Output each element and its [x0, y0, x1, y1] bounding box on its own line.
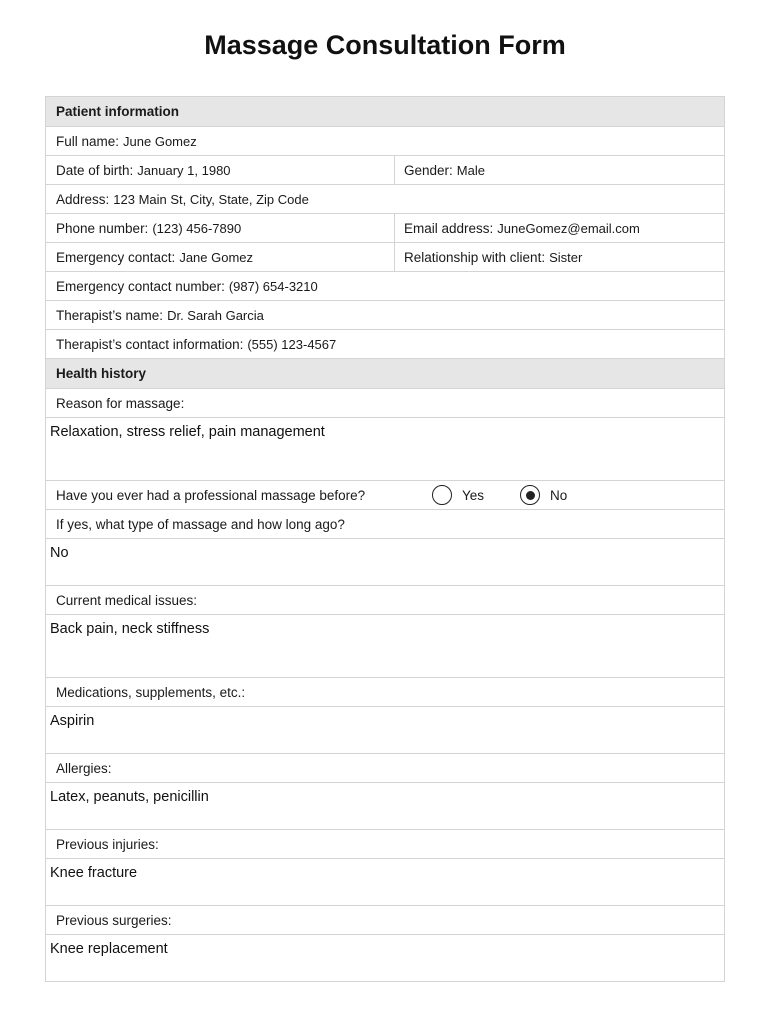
address-field[interactable]: 123 Main St, City, State, Zip Code: [113, 191, 309, 207]
massage-type-answer: No: [50, 545, 69, 561]
allergies-label: Allergies:: [56, 760, 112, 776]
page-title: Massage Consultation Form: [204, 30, 566, 60]
section-title: Health history: [56, 366, 147, 381]
emergency-contact-row: [46, 243, 724, 272]
radio-option-no[interactable]: [520, 481, 567, 509]
radio-no-label: No: [550, 487, 568, 503]
column-divider: [394, 214, 395, 242]
address-row: [46, 185, 724, 214]
radio-checked-icon[interactable]: [520, 485, 540, 505]
dob-field[interactable]: January 1, 1980: [137, 162, 231, 178]
consultation-form: [45, 96, 725, 982]
section-header-patient-info: [46, 97, 724, 127]
medical-issues-answer-box[interactable]: [46, 615, 724, 678]
medical-issues-label-row: [46, 586, 724, 615]
therapist-contact-field[interactable]: (555) 123-4567: [247, 336, 337, 352]
radio-yes-label: Yes: [462, 487, 485, 503]
full-name-field[interactable]: June Gomez: [123, 133, 197, 149]
emergency-number-label: Emergency contact number:: [56, 278, 225, 294]
reason-label-row: [46, 389, 724, 418]
injuries-label: Previous injuries:: [56, 836, 159, 852]
dob-label: Date of birth:: [56, 162, 134, 178]
medical-issues-answer: Back pain, neck stiffness: [50, 621, 210, 637]
gender-label: Gender:: [404, 162, 453, 178]
therapist-name-row: [46, 301, 724, 330]
injuries-answer-box[interactable]: [46, 859, 724, 906]
medications-answer-box[interactable]: [46, 707, 724, 754]
dob-gender-row: [46, 156, 724, 185]
massage-type-question: If yes, what type of massage and how long ago?: [56, 516, 345, 532]
therapist-name-field[interactable]: Dr. Sarah Garcia: [167, 307, 264, 323]
emergency-contact-label: Emergency contact:: [56, 249, 176, 265]
reason-answer: Relaxation, stress relief, pain management: [50, 424, 325, 440]
column-divider: [394, 156, 395, 184]
radio-option-yes[interactable]: [432, 481, 484, 509]
medications-label: Medications, supplements, etc.:: [56, 684, 246, 700]
emergency-contact-field[interactable]: Jane Gomez: [179, 249, 254, 265]
email-field[interactable]: JuneGomez@email.com: [497, 220, 640, 236]
injuries-label-row: [46, 830, 724, 859]
section-header-health-history: [46, 359, 724, 389]
section-title: Patient information: [56, 104, 180, 119]
therapist-contact-label: Therapist’s contact information:: [56, 336, 244, 352]
address-label: Address:: [56, 191, 110, 207]
emergency-number-field[interactable]: (987) 654-3210: [228, 278, 318, 294]
medications-label-row: [46, 678, 724, 707]
reason-label: Reason for massage:: [56, 395, 185, 411]
allergies-answer-box[interactable]: [46, 783, 724, 830]
allergies-label-row: [46, 754, 724, 783]
reason-answer-box[interactable]: [46, 418, 724, 481]
column-divider: [394, 243, 395, 271]
therapist-name-label: Therapist’s name:: [56, 307, 164, 323]
prior-massage-row: [46, 481, 724, 510]
therapist-contact-row: [46, 330, 724, 359]
emergency-number-row: [46, 272, 724, 301]
relationship-field[interactable]: Sister: [549, 249, 583, 265]
surgeries-answer: Knee replacement: [50, 941, 168, 957]
relationship-label: Relationship with client:: [404, 249, 546, 265]
phone-email-row: [46, 214, 724, 243]
injuries-answer: Knee fracture: [50, 865, 138, 881]
radio-unchecked-icon[interactable]: [432, 485, 452, 505]
prior-massage-question: Have you ever had a professional massage before?: [56, 487, 366, 503]
email-label: Email address:: [404, 220, 494, 236]
phone-label: Phone number:: [56, 220, 149, 236]
medical-issues-label: Current medical issues:: [56, 592, 198, 608]
medications-answer: Aspirin: [50, 713, 95, 729]
full-name-row: [46, 127, 724, 156]
massage-type-answer-box[interactable]: [46, 539, 724, 586]
surgeries-label: Previous surgeries:: [56, 912, 172, 928]
allergies-answer: Latex, peanuts, penicillin: [50, 789, 209, 805]
massage-type-label-row: [46, 510, 724, 539]
phone-field[interactable]: (123) 456-7890: [152, 220, 242, 236]
surgeries-answer-box[interactable]: [46, 935, 724, 981]
gender-field[interactable]: Male: [456, 162, 485, 178]
full-name-label: Full name:: [56, 133, 120, 149]
surgeries-label-row: [46, 906, 724, 935]
